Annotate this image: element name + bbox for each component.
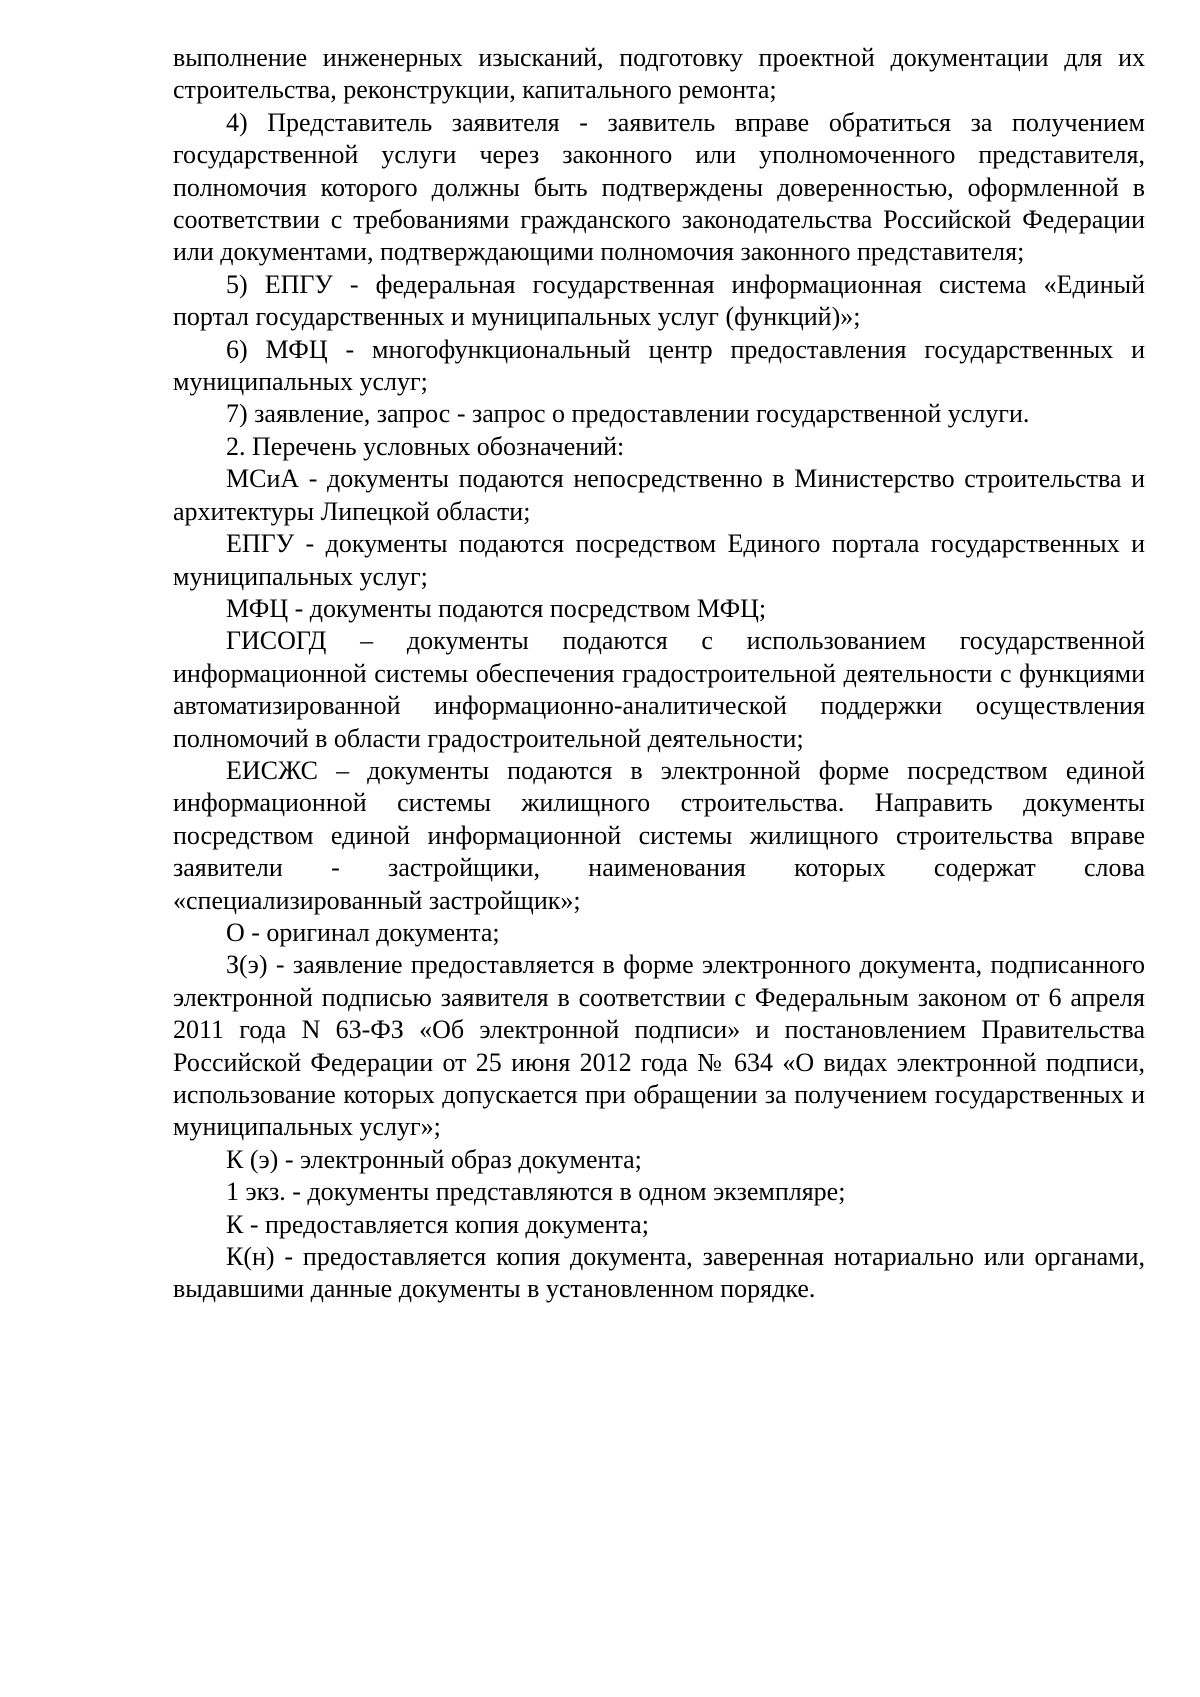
paragraph-16: К - предоставляется копия документа; [226,1209,649,1239]
paragraph-13: З(э) - заявление предоставляется в форме электронного документа, подписанного электронной подписью заявителя в соответствии с Федеральным законом от 6 апреля 2011 года N 63-ФЗ «Об электронной подписи» и постановлением Правительства Российской Федерации от 25 июня 2012 года № 634 «О видах электронной подписи, использование которых допускается при обращении за получением государственных и муниципальных услуг»; [173,950,1145,1142]
paragraph-6: 2. Перечень условных обозначений: [226,431,625,461]
paragraph-8: ЕПГУ - документы подаются посредством Единого портала государственных и муниципальных услуг; [173,529,1145,591]
paragraph-10: ГИСОГД – документы подаются с использованием государственной информационной системы обеспечения градостроительной деятельности с функциями автоматизированной информационно-аналитической поддержки осуществления полномочий в области градостроительной деятельности; [173,626,1145,753]
paragraph-14: К (э) - электронный образ документа; [226,1144,642,1174]
paragraph-5: 7) заявление, запрос - запрос о предоставлении государственной услуги. [226,399,1030,429]
paragraph-11: ЕИСЖС – документы подаются в электронной форме посредством единой информационной системы жилищного строительства. Направить документы посредством единой информационной системы жилищного строительства вправе заявители - застройщики, наименования которых содержат слова «специализированный застройщик»; [173,755,1145,915]
paragraph-4: 6) МФЦ - многофункциональный центр предоставления государственных и муниципальных услуг; [173,334,1145,397]
paragraph-17: К(н) - предоставляется копия документа, заверенная нотариально или органами, выдавшими данные документы в установленном порядке. [173,1242,1145,1304]
paragraph-3: 5) ЕПГУ - федеральная государственная информационная система «Единый портал государственных и муниципальных услуг (функций)»; [173,269,1145,332]
paragraph-2: 4) Представитель заявителя - заявитель вправе обратиться за получением государственной услуги через законного или уполномоченного представителя, полномочия которого должны быть подтверждены доверенностью, оформленной в соответствии с требованиями гражданского законодательства Российской Федерации или документами, подтверждающими полномочия законного представителя; [173,107,1145,267]
document-page [173,42,1145,1306]
paragraph-15: 1 экз. - документы представляются в одном экземпляре; [226,1177,846,1207]
paragraph-1: выполнение инженерных изысканий, подготовку проектной документации для их строительства, реконструкции, капитального ремонта; [173,43,1145,105]
paragraph-12: О - оригинал документа; [226,917,500,947]
paragraph-9: МФЦ - документы подаются посредством МФЦ; [226,593,767,623]
paragraph-7: МСиА - документы подаются непосредственно в Министерство строительства и архитектуры Липецкой области; [173,464,1145,526]
